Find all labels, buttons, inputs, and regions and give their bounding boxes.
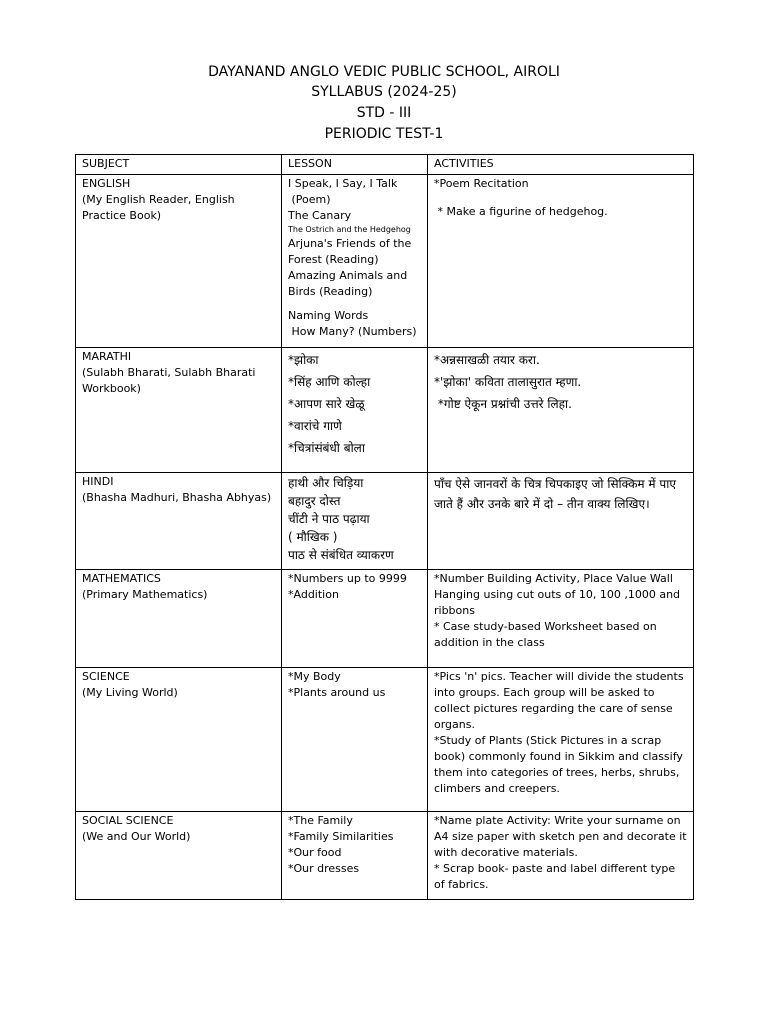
subject-cell xyxy=(76,812,282,900)
syllabus-table xyxy=(75,154,694,900)
lesson-item: *झोका xyxy=(288,353,319,367)
lesson-item: *वारांचे गाणे xyxy=(288,419,342,433)
lesson-item: How Many? (Numbers) xyxy=(288,325,417,338)
lesson-item: I Speak, I Say, I Talk xyxy=(288,177,398,190)
lesson-item: Amazing Animals and Birds (Reading) xyxy=(288,269,411,298)
lesson-item: *Plants around us xyxy=(288,686,386,699)
subject-name: MARATHI xyxy=(82,350,132,363)
subject-books: (Sulabh Bharati, Sulabh Bharati Workbook) xyxy=(82,366,259,395)
lesson-item: Arjuna's Friends of the Forest (Reading) xyxy=(288,237,415,266)
lesson-cell xyxy=(282,812,428,900)
activities-cell xyxy=(428,175,694,348)
activities-cell xyxy=(428,348,694,473)
subject-cell xyxy=(76,570,282,668)
table-header-row xyxy=(76,155,694,175)
lesson-item: चींटी ने पाठ पढ़ाया xyxy=(288,512,370,526)
lesson-item: *चित्रांसंबंधी बोला xyxy=(288,441,365,455)
subject-books: (We and Our World) xyxy=(82,830,191,843)
activity-item: *Number Building Activity, Place Value Wall Hanging using cut outs of 10, 100 ,1000 and ribbons xyxy=(434,572,684,617)
subject-cell xyxy=(76,348,282,473)
table-row-social-science xyxy=(76,812,694,900)
activity-item: *गोष्ट ऐकून प्रश्नांची उत्तरे लिहा. xyxy=(434,397,572,411)
lesson-item: *The Family xyxy=(288,814,353,827)
table-row-hindi xyxy=(76,473,694,570)
activity-item: *Pics 'n' pics. Teacher will divide the students into groups. Each group will be asked to collect pictures regarding the care of sense organs. xyxy=(434,670,688,731)
subject-name: ENGLISH xyxy=(82,177,131,190)
lesson-item: (Poem) xyxy=(288,193,331,206)
lesson-item: *My Body xyxy=(288,670,341,683)
lesson-item: *Family Similarities xyxy=(288,830,394,843)
activity-item: *'झोका' कविता तालासुरात म्हणा. xyxy=(434,375,582,389)
lesson-item: *सिंह आणि कोल्हा xyxy=(288,375,371,389)
activity-item: पाँच ऐसे जानवरों के चित्र चिपकाइए जो सिक्किम में पाए जाते हैं और उनके बारे में दो – तीन वाक्य लिखिए। xyxy=(434,477,680,511)
table-row-science xyxy=(76,668,694,812)
subject-books: (My English Reader, English Practice Book) xyxy=(82,193,239,222)
lesson-item: बहादुर दोस्त xyxy=(288,494,341,508)
column-header-lesson: LESSON xyxy=(282,155,428,175)
lesson-cell xyxy=(282,348,428,473)
subject-cell xyxy=(76,668,282,812)
subject-books: (Primary Mathematics) xyxy=(82,588,208,601)
standard: STD - III xyxy=(356,105,412,121)
activities-cell xyxy=(428,812,694,900)
lesson-cell xyxy=(282,668,428,812)
activities-cell xyxy=(428,570,694,668)
activities-cell xyxy=(428,473,694,570)
syllabus-year: SYLLABUS (2024-25) xyxy=(311,84,457,100)
lesson-item: The Ostrich and the Hedgehog xyxy=(288,225,411,234)
school-name: DAYANAND ANGLO VEDIC PUBLIC SCHOOL, AIROLI xyxy=(208,64,560,80)
table-row-mathematics xyxy=(76,570,694,668)
subject-name: SOCIAL SCIENCE xyxy=(82,814,174,827)
lesson-item: *आपण सारे खेळू xyxy=(288,397,365,411)
subject-cell xyxy=(76,473,282,570)
lesson-cell xyxy=(282,473,428,570)
column-header-subject: SUBJECT xyxy=(76,155,282,175)
lesson-cell xyxy=(282,175,428,348)
lesson-item: ( मौखिक ) xyxy=(288,530,338,544)
activities-cell xyxy=(428,668,694,812)
subject-books: (My Living World) xyxy=(82,686,178,699)
activity-item: *Name plate Activity: Write your surname on A4 size paper with sketch pen and decorate it with decorative materials. xyxy=(434,814,691,859)
subject-books: (Bhasha Madhuri, Bhasha Abhyas) xyxy=(82,491,272,504)
lesson-item: Naming Words xyxy=(288,309,369,322)
lesson-item: हाथी और चिड़िया xyxy=(288,476,364,490)
activity-item: * Make a figurine of hedgehog. xyxy=(434,205,608,218)
lesson-cell xyxy=(282,570,428,668)
activity-item: * Scrap book- paste and label different type of fabrics. xyxy=(434,862,679,891)
subject-name: HINDI xyxy=(82,475,114,488)
activity-item: *Study of Plants (Stick Pictures in a scrap book) commonly found in Sikkim and classify them into categories of trees, herbs, shrubs, climbers and creepers. xyxy=(434,734,687,795)
table-row-english xyxy=(76,175,694,348)
lesson-item: *Our dresses xyxy=(288,862,360,875)
subject-name: SCIENCE xyxy=(82,670,130,683)
lesson-item: *Our food xyxy=(288,846,342,859)
column-header-activities: ACTIVITIES xyxy=(428,155,694,175)
subject-cell xyxy=(76,175,282,348)
activity-item: *Poem Recitation xyxy=(434,177,529,190)
table-row-marathi xyxy=(76,348,694,473)
lesson-item: The Canary xyxy=(288,209,352,222)
test-name: PERIODIC TEST-1 xyxy=(324,126,444,142)
lesson-item: पाठ से संबंधित व्याकरण xyxy=(288,548,394,562)
lesson-item: *Numbers up to 9999 xyxy=(288,572,407,585)
subject-name: MATHEMATICS xyxy=(82,572,161,585)
lesson-item: *Addition xyxy=(288,588,339,601)
activity-item: * Case study-based Worksheet based on addition in the class xyxy=(434,620,661,649)
activity-item: *अन्नसाखळी तयार करा. xyxy=(434,353,540,367)
